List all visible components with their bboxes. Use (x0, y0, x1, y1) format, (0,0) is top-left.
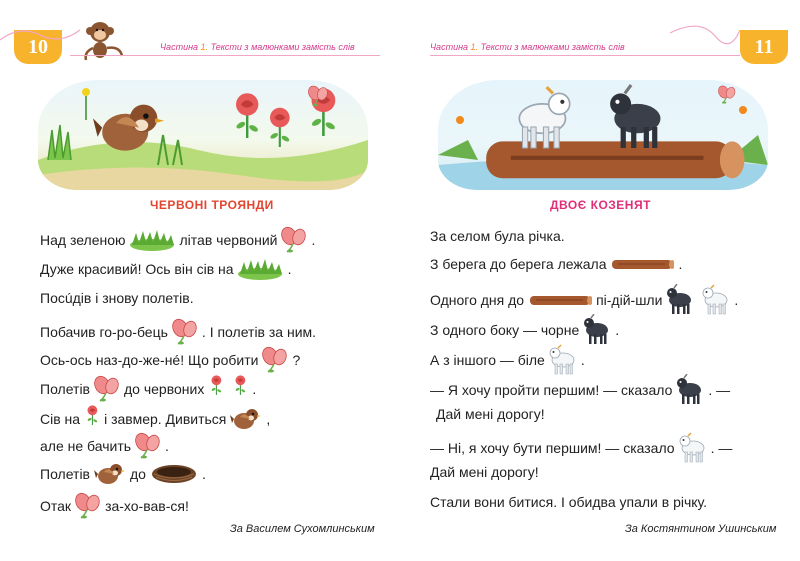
text-segment: . (734, 292, 739, 308)
grass-icon (238, 258, 284, 280)
text-segment: . (580, 352, 585, 368)
header-rule (430, 55, 740, 56)
page-number-badge (740, 30, 788, 64)
text-segment: А з іншого — біле (430, 352, 545, 368)
text-segment: до (130, 466, 146, 482)
text-line (436, 406, 545, 422)
text-segment: Дай мені дорогу! (436, 406, 545, 422)
butterfly-icon (262, 346, 288, 374)
text-line (430, 228, 565, 244)
text-line (40, 258, 291, 280)
butterfly-icon (281, 226, 307, 254)
text-segment: Сів на (40, 411, 81, 427)
story-illustration-goats-on-log (438, 80, 768, 190)
text-segment: . (252, 381, 257, 397)
butterfly-icon (75, 492, 101, 520)
text-segment: . (201, 466, 206, 482)
nest-icon (150, 462, 198, 486)
text-segment: . (165, 438, 169, 454)
running-header (430, 42, 625, 52)
butterfly-icon (135, 432, 161, 460)
text-segment: Дуже красивий! Ось він сів на (40, 261, 234, 277)
white-kid-goat-icon (679, 432, 707, 464)
black-kid-goat-icon (676, 374, 704, 406)
text-line (430, 284, 738, 316)
text-segment: Ось-ось наз-до-же-нé! Що робити (40, 352, 259, 368)
text-line (40, 492, 189, 520)
text-segment: . (615, 322, 620, 338)
text-segment: . — (708, 382, 731, 398)
sparrow-icon (230, 407, 262, 431)
text-segment: Одного дня до (430, 292, 525, 308)
text-line (40, 374, 256, 404)
page-number: 11 (754, 35, 774, 58)
page-number: 10 (28, 35, 48, 58)
text-segment: Побачив го-ро-бець (40, 324, 168, 340)
text-line (430, 344, 585, 376)
text-line (40, 462, 206, 486)
text-segment: — Ні, я хочу бути першим! — сказало (430, 440, 675, 456)
black-kid-goat-icon (583, 314, 611, 346)
black-kid-goat-icon (666, 284, 694, 316)
text-line (40, 346, 300, 374)
story-illustration-sparrow-roses (38, 80, 368, 190)
log-icon (528, 292, 592, 308)
header-subtitle: Тексти з малюнками замість слів (480, 42, 625, 52)
header-part-number: 1. (200, 42, 209, 52)
text-segment: . (678, 256, 683, 272)
text-segment: але не бачить (40, 438, 132, 454)
rose-icon (232, 374, 248, 404)
butterfly-icon (172, 318, 198, 346)
text-segment: ? (292, 352, 301, 368)
sparrow-icon (94, 462, 126, 486)
text-segment: Посúдів і знову полетів. (40, 290, 194, 306)
text-segment: , (266, 411, 271, 427)
text-segment: . (287, 261, 292, 277)
text-segment: літав червоний (179, 232, 278, 248)
header-rule (70, 55, 380, 56)
header-part-word: Частина (160, 42, 199, 52)
text-line (40, 432, 169, 460)
text-segment: — Я хочу пройти першим! — сказало (430, 382, 673, 398)
white-kid-goat-icon (702, 284, 730, 316)
text-segment: за-хо-вав-ся! (105, 498, 189, 514)
header-subtitle: Тексти з малюнками замість слів (210, 42, 355, 52)
text-line (430, 432, 732, 464)
text-segment: З берега до берега лежала (430, 256, 607, 272)
story-title: ДВОЄ КОЗЕНЯТ (550, 198, 651, 212)
story-title: ЧЕРВОНІ ТРОЯНДИ (150, 198, 274, 212)
text-line (430, 314, 619, 346)
text-line (40, 404, 270, 434)
text-segment: і завмер. Дивиться (104, 411, 227, 427)
white-kid-goat-icon (549, 344, 577, 376)
text-line (430, 464, 539, 480)
text-segment: Дай мені дорогу! (430, 464, 539, 480)
story-author: За Костянтином Ушинським (625, 523, 777, 535)
right-page (400, 0, 800, 561)
header-part-word: Частина (430, 42, 469, 52)
text-segment: Полетів (40, 466, 90, 482)
text-segment: Стали вони битися. І обидва упали в річку. (430, 494, 708, 510)
decorative-swirl-icon (0, 20, 80, 50)
story-author: За Василем Сухомлинським (230, 523, 375, 535)
running-header (160, 42, 355, 52)
text-line (430, 374, 730, 406)
text-segment: . — (710, 440, 733, 456)
text-segment: За селом була річка. (430, 228, 565, 244)
text-segment: до червоних (124, 381, 205, 397)
text-line (430, 494, 707, 510)
text-segment: Полетів (40, 381, 90, 397)
text-segment: . (311, 232, 316, 248)
header-part-number: 1. (470, 42, 479, 52)
rose-icon (84, 404, 100, 434)
text-segment: З одного боку — чорне (430, 322, 580, 338)
text-segment: . І полетів за ним. (201, 324, 317, 340)
text-segment: пі-дій-шли (596, 292, 663, 308)
text-segment: Над зеленою (40, 232, 126, 248)
decorative-swirl-icon (670, 18, 740, 48)
text-line (430, 256, 682, 272)
log-icon (610, 256, 674, 272)
text-line (40, 318, 316, 346)
grass-icon (130, 229, 176, 251)
text-line (40, 290, 194, 306)
text-line (40, 226, 315, 254)
text-segment: Отак (40, 498, 72, 514)
rose-icon (208, 374, 224, 404)
butterfly-icon (94, 375, 120, 403)
